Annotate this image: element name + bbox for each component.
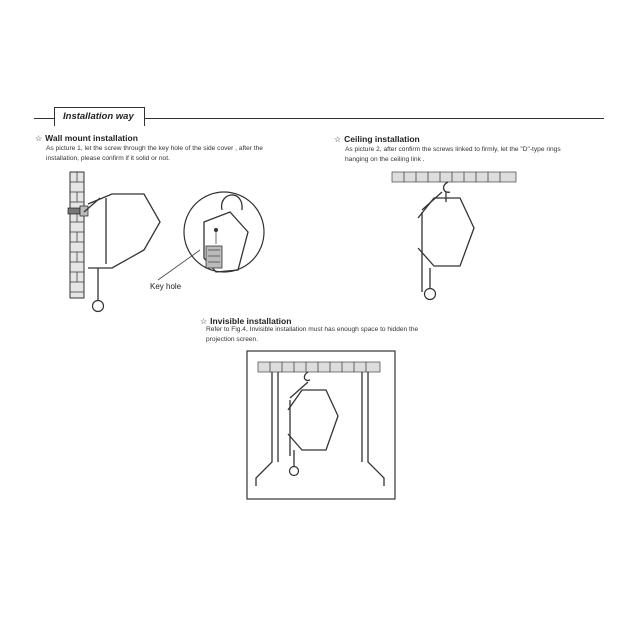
invisible-text-1: Refer to Fig.4, Invisible installation must has enough space to hidden the [206,326,419,333]
key-hole-label: Key hole [150,282,182,291]
key-hole-pointer [150,240,210,290]
star-icon: ☆ [200,317,208,326]
invisible-title-text: Invisible installation [210,316,292,326]
star-icon: ☆ [334,135,342,144]
ceiling-text-2: hanging on the ceiling link . [345,156,425,163]
ceiling-description [345,145,615,165]
ceiling-title-text: Ceiling installation [344,134,420,144]
invisible-description [206,325,466,345]
ceiling-title [334,134,420,144]
wall-mount-text-1: As picture 1, let the screw through the key hole of the side cover , after the [46,145,263,152]
section-header-title: Installation way [54,107,145,126]
wall-mount-title [35,133,138,143]
invisible-text-2: projection screen. [206,336,259,343]
wall-mount-description [46,144,306,164]
invisible-figure [246,350,396,500]
ceiling-figure [390,168,520,308]
ceiling-text-1: As picture 2, after confirm the screws linked to firmly, let the "D"-type rings [345,146,561,153]
star-icon: ☆ [35,134,43,143]
wall-mount-text-2: installation, please confirm if it solid or not. [46,155,170,162]
wall-mount-title-text: Wall mount installation [45,133,138,143]
